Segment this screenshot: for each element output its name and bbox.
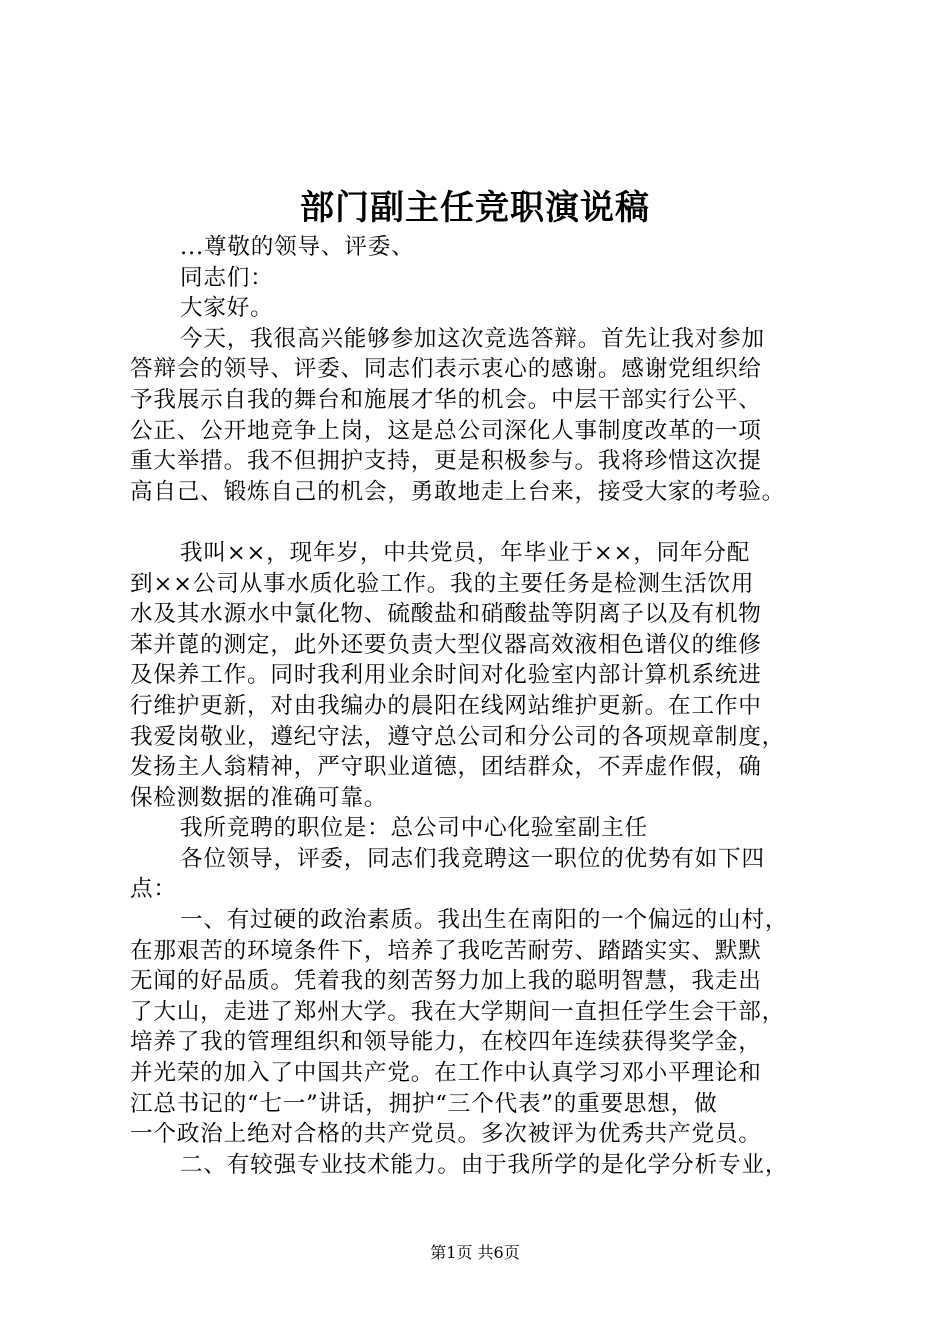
text-line: 同志们： bbox=[180, 264, 274, 291]
text-line: 一、有过硬的政治素质。我出生在南阳的一个偏远的山村， bbox=[180, 907, 789, 934]
text-line: 公正、公开地竞争上岗，这是总公司深化人事制度改革的一项 bbox=[130, 417, 762, 444]
text-line: 各位领导，评委，同志们我竞聘这一职位的优势有如下四 bbox=[180, 845, 765, 872]
text-line: 予我展示自我的舞台和施展才华的机会。中层干部实行公平、 bbox=[130, 386, 762, 413]
text-line: 重大举措。我不但拥护支持，更是积极参与。我将珍惜这次提 bbox=[130, 448, 762, 475]
text-line: 二、有较强专业技术能力。由于我所学的是化学分析专业， bbox=[180, 1151, 789, 1178]
page-footer: 第1页 共6页 bbox=[430, 1243, 520, 1262]
text-line: 及保养工作。同时我利用业余时间对化验室内部计算机系统进 bbox=[130, 662, 762, 689]
text-line: 发扬主人翁精神，严守职业道德，团结群众，不弄虚作假，确 bbox=[130, 754, 762, 781]
text-line: 并光荣的加入了中国共产党。在工作中认真学习邓小平理论和 bbox=[130, 1060, 762, 1087]
text-line: 我爱岗敬业，遵纪守法，遵守总公司和分公司的各项规章制度， bbox=[130, 723, 786, 750]
document-body bbox=[130, 232, 840, 1180]
text-line: 点： bbox=[130, 876, 177, 903]
text-line: 保检测数据的准确可靠。 bbox=[130, 784, 388, 811]
text-line: 了大山，走进了郑州大学。我在大学期间一直担任学生会干部， bbox=[130, 998, 786, 1025]
document-title: 部门副主任竞职演说稿 bbox=[300, 188, 650, 228]
text-line: 大家好。 bbox=[180, 295, 274, 322]
text-line: 行维护更新，对由我编办的晨阳在线网站维护更新。在工作中 bbox=[130, 692, 762, 719]
text-line: 水及其水源水中氯化物、硫酸盐和硝酸盐等阴离子以及有机物 bbox=[130, 601, 762, 628]
blank-line bbox=[130, 507, 840, 538]
text-line: ...尊敬的领导、评委、 bbox=[180, 234, 415, 260]
text-line: 江总书记的“七一”讲话，拥护“三个代表”的重要思想，做 bbox=[130, 1090, 718, 1117]
text-line: 苯并蓖的测定，此外还要负责大型仪器高效液相色谱仪的维修 bbox=[130, 631, 762, 658]
text-line: 到××公司从事水质化验工作。我的主要任务是检测生活饮用 bbox=[130, 570, 755, 597]
text-line: 培养了我的管理组织和领导能力，在校四年连续获得奖学金， bbox=[130, 1029, 762, 1056]
text-line: 答辩会的领导、评委、同志们表示衷心的感谢。感谢党组织给 bbox=[130, 356, 762, 383]
text-line: 在那艰苦的环境条件下，培养了我吃苦耐劳、踏踏实实、默默 bbox=[130, 937, 762, 964]
text-line: 我所竞聘的职位是：总公司中心化验室副主任 bbox=[180, 815, 648, 842]
text-line: 今天，我很高兴能够参加这次竞选答辩。首先让我对参加 bbox=[180, 325, 765, 352]
text-line: 一个政治上绝对合格的共产党员。多次被评为优秀共产党员。 bbox=[130, 1121, 762, 1148]
text-line: 我叫××，现年岁，中共党员，年毕业于××，同年分配 bbox=[180, 539, 751, 566]
text-line: 高自己、锻炼自己的机会，勇敢地走上台来，接受大家的考验。 bbox=[130, 478, 786, 505]
text-line: 无闻的好品质。凭着我的刻苦努力加上我的聪明智慧，我走出 bbox=[130, 968, 762, 995]
